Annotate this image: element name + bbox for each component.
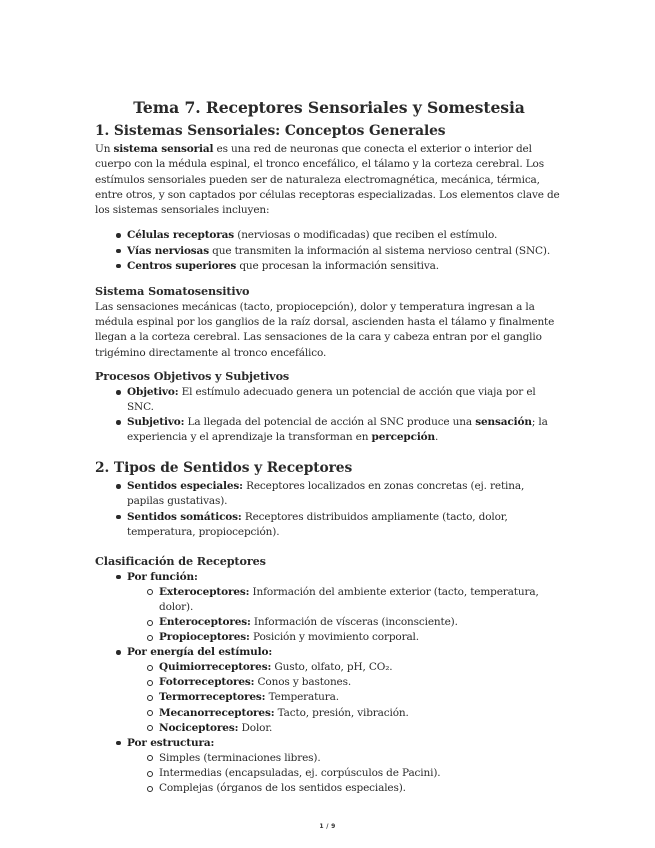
senses-list <box>95 479 563 539</box>
list-item: Enteroceptores: Información de vísceras (inconsciente). <box>127 615 563 630</box>
list-item: Exteroceptores: Información del ambiente exterior (tacto, temperatura, dolor). <box>127 585 563 615</box>
section-1-intro: Un sistema sensorial es una red de neuronas que conecta el exterior o interior del cuerpo con la médula espinal, el tronco encefálico, el tálamo y la corteza cerebral. Los estímulos sensoriales pueden ser de naturaleza electromagnética, mecánica, térmica, entre otros, y son captados por células receptoras especializadas. Los elementos clave de los sistemas sensoriales incluyen: <box>95 143 560 217</box>
function-sublist <box>127 585 563 645</box>
energy-sublist <box>127 660 563 735</box>
processes-heading: Procesos Objetivos y Subjetivos <box>95 368 290 383</box>
list-item: Propioceptores: Posición y movimiento corporal. <box>127 630 563 645</box>
list-item: Por estructura: Simples (terminaciones libres). Intermedias (encapsuladas, ej. corpúsculos de Pacini). Complejas (órganos de los sentidos especiales). <box>95 736 563 796</box>
list-item: Simples (terminaciones libres). <box>127 751 563 766</box>
somatosensory-heading: Sistema Somatosensitivo <box>95 283 250 298</box>
classification-heading: Clasificación de Receptores <box>95 553 266 568</box>
list-item: Centros superiores que procesan la información sensitiva. <box>95 259 563 274</box>
list-item: Intermedias (encapsuladas, ej. corpúsculos de Pacini). <box>127 766 563 781</box>
section-1-heading: 1. Sistemas Sensoriales: Conceptos Generales <box>95 123 446 139</box>
list-item: Células receptoras (nerviosas o modificadas) que reciben el estímulo. <box>95 228 563 243</box>
classification-list <box>95 570 563 796</box>
list-item: Por energía del estímulo: Quimiorreceptores: Gusto, olfato, pH, CO₂. Fotorreceptores: Conos y bastones. Termorreceptores: Temperatura. Mecanorreceptores: Tacto, presión, vibración. Nociceptores: Dolor. <box>95 645 563 736</box>
page-number: 1 / 9 <box>319 823 336 830</box>
list-item: Termorreceptores: Temperatura. <box>127 690 563 705</box>
list-item: Quimiorreceptores: Gusto, olfato, pH, CO₂. <box>127 660 563 675</box>
section-2-heading: 2. Tipos de Sentidos y Receptores <box>95 460 353 477</box>
list-item: Nociceptores: Dolor. <box>127 721 563 736</box>
list-item: Subjetivo: La llegada del potencial de acción al SNC produce una sensación; la experiencia y el aprendizaje la transforman en percepción. <box>95 415 563 445</box>
list-item: Fotorreceptores: Conos y bastones. <box>127 675 563 690</box>
list-item: Objetivo: El estímulo adecuado genera un potencial de acción que viaja por el SNC. <box>95 385 563 415</box>
page-content <box>95 92 563 796</box>
document-title: Tema 7. Receptores Sensoriales y Somestesia <box>133 98 525 117</box>
list-item: Sentidos somáticos: Receptores distribuidos ampliamente (tacto, dolor, temperatura, propiocepción). <box>95 510 563 540</box>
list-item: Sentidos especiales: Receptores localizados en zonas concretas (ej. retina, papilas gustativas). <box>95 479 563 509</box>
list-item: Por función: Exteroceptores: Información del ambiente exterior (tacto, temperatura, dolor). Enteroceptores: Información de vísceras (inconsciente). Propioceptores: Posición y movimiento corporal. <box>95 570 563 645</box>
sensory-elements-list <box>95 228 563 273</box>
structure-sublist <box>127 751 563 796</box>
list-item: Complejas (órganos de los sentidos especiales). <box>127 781 563 796</box>
processes-list <box>95 385 563 445</box>
somatosensory-text: Las sensaciones mecánicas (tacto, propiocepción), dolor y temperatura ingresan a la médula espinal por los ganglios de la raíz dorsal, ascienden hasta el tálamo y finalmente llegan a la corteza cerebral. Las sensaciones de la cara y cabeza entran por el ganglio trigémino directamente al tronco encefálico. <box>95 300 555 359</box>
list-item: Vías nerviosas que transmiten la información al sistema nervioso central (SNC). <box>95 244 563 259</box>
list-item: Mecanorreceptores: Tacto, presión, vibración. <box>127 706 563 721</box>
